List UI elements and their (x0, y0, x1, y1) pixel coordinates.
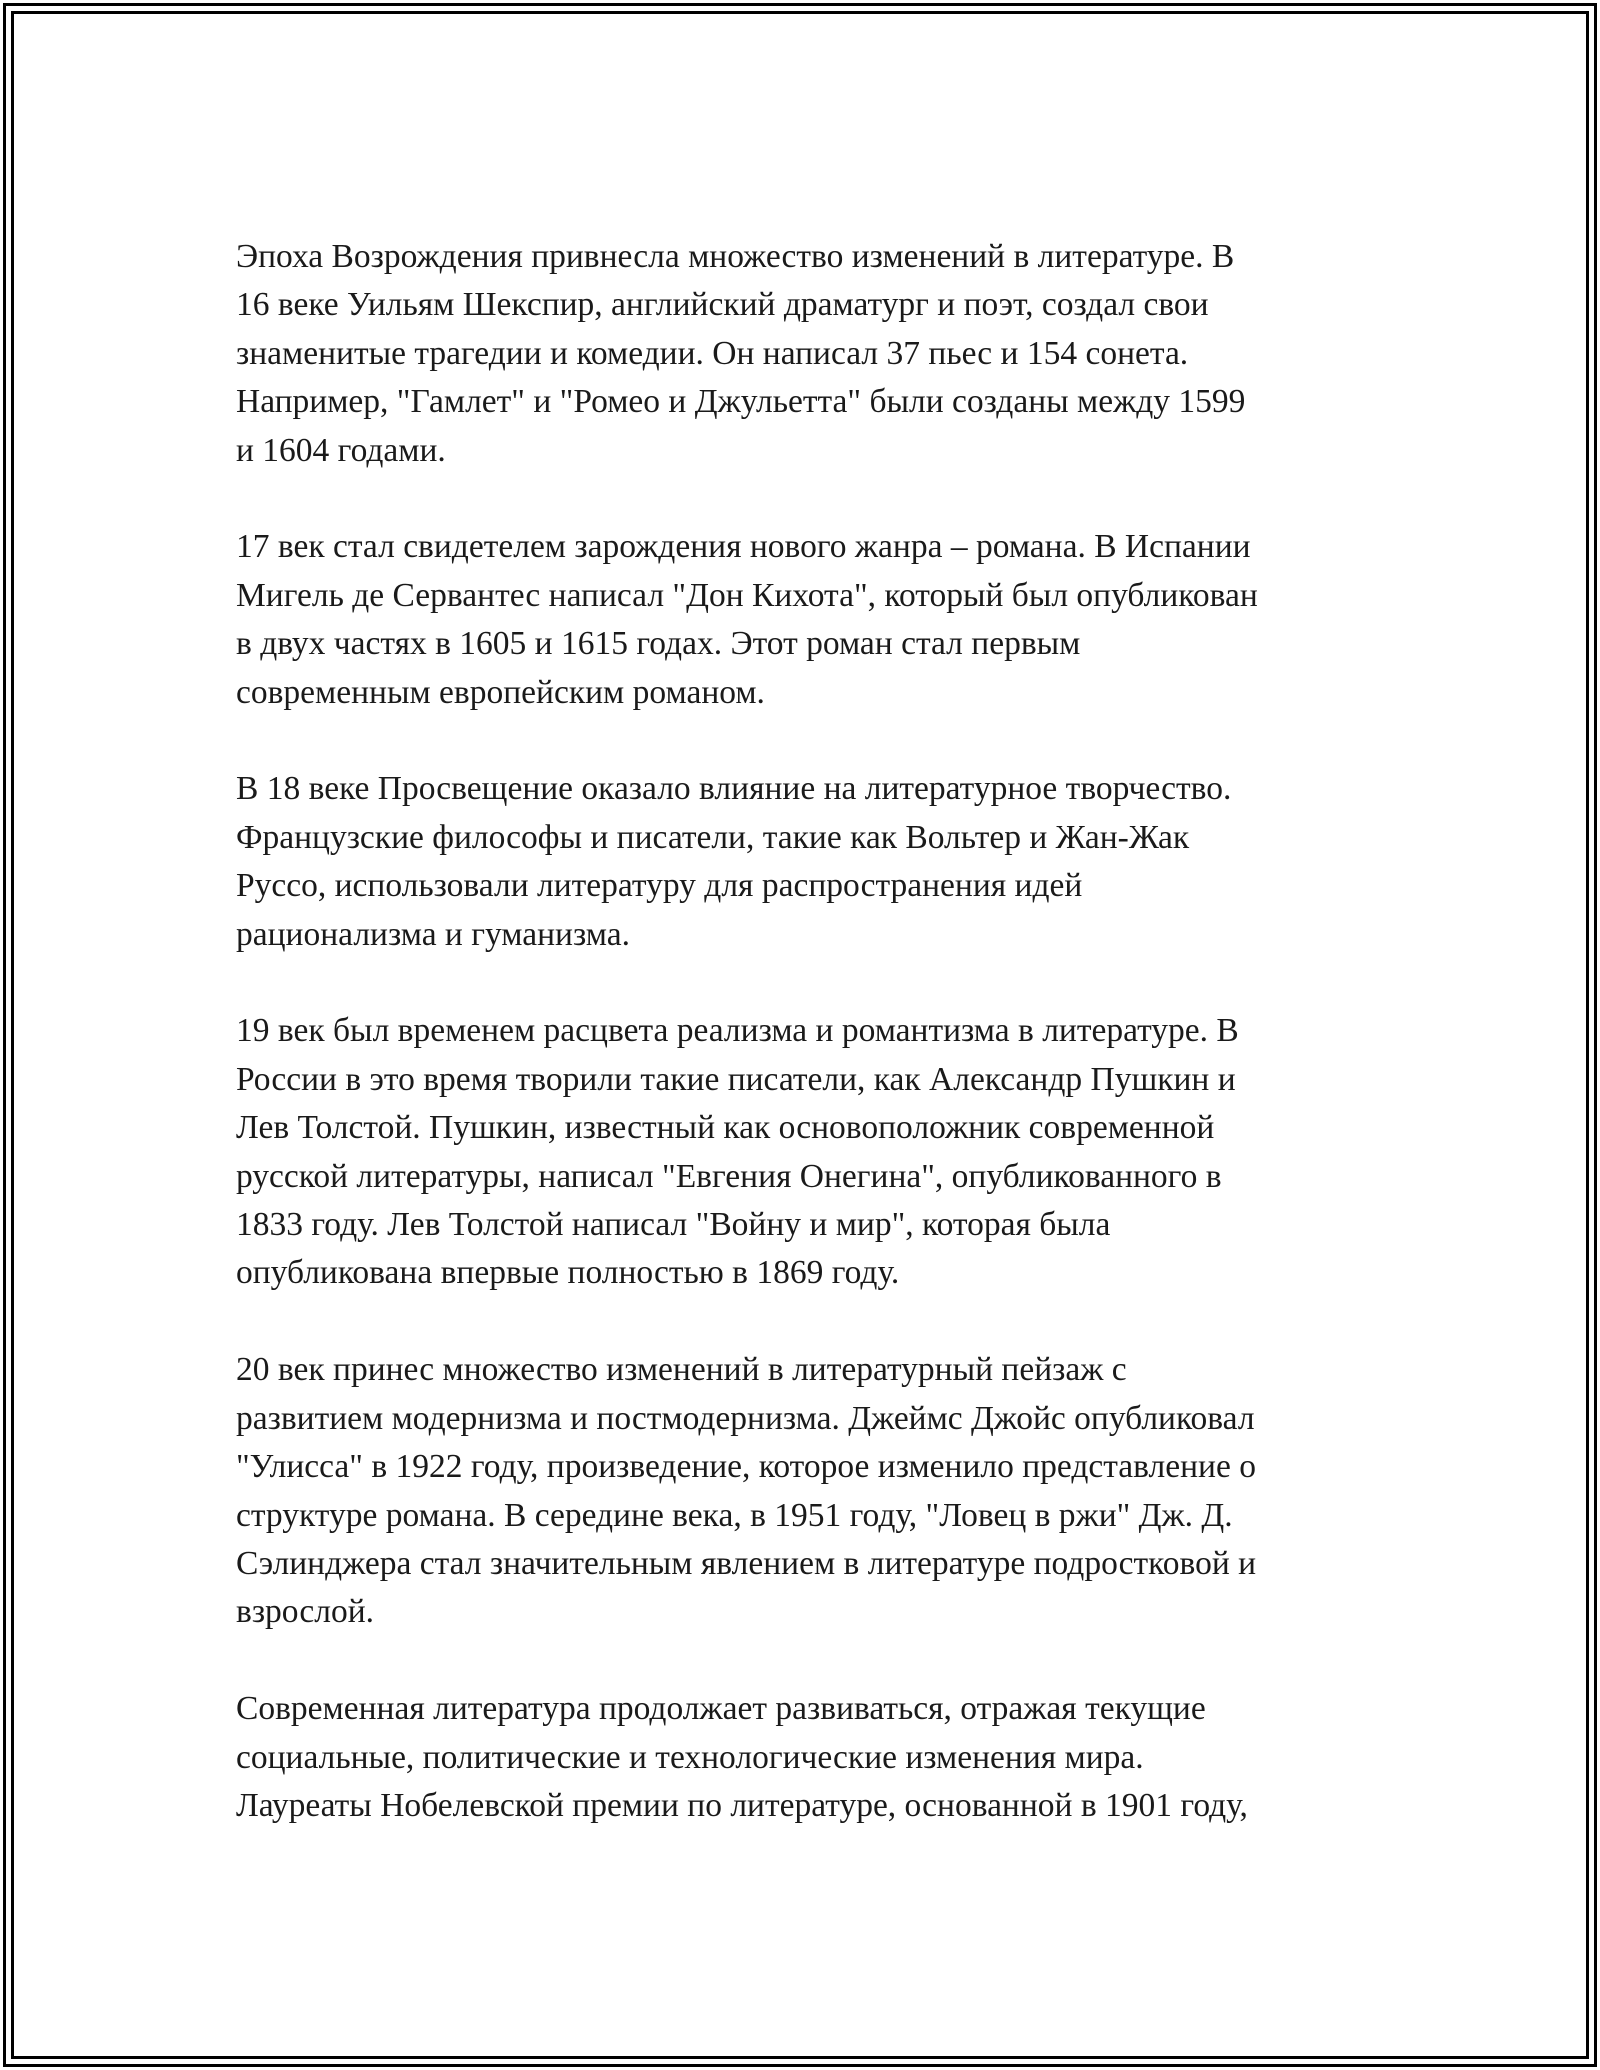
text-line: опубликована впервые полностью в 1869 году. (236, 1254, 900, 1292)
text-line: Например, "Гамлет" и "Ромео и Джульетта" были созданы между 1599 (236, 383, 1246, 421)
text-line: 20 век принес множество изменений в литературный пейзаж с (236, 1351, 1127, 1389)
text-line: в двух частях в 1605 и 1615 годах. Этот роман стал первым (236, 625, 1081, 663)
paragraph-19th-century (236, 1007, 1376, 1297)
paragraph-contemporary (236, 1685, 1376, 1830)
text-line: 16 веке Уильям Шекспир, английский драматург и поэт, создал свои (236, 286, 1209, 324)
paragraph-renaissance (236, 233, 1376, 475)
paragraph-17th-century (236, 523, 1376, 717)
text-line: Современная литература продолжает развиваться, отражая текущие (236, 1690, 1206, 1728)
text-line: рационализма и гуманизма. (236, 915, 630, 953)
text-line: В 18 веке Просвещение оказало влияние на литературное творчество. (236, 770, 1232, 808)
paragraph-18th-century (236, 765, 1376, 959)
text-line: структуре романа. В середине века, в 1951 году, "Ловец в ржи" Дж. Д. (236, 1496, 1233, 1534)
text-line: и 1604 годами. (236, 431, 446, 469)
text-line: Сэлинджера стал значительным явлением в литературе подростковой и (236, 1544, 1257, 1582)
text-line: Мигель де Сервантес написал "Дон Кихота", который был опубликован (236, 576, 1258, 614)
text-line: знаменитые трагедии и комедии. Он написал 37 пьес и 154 сонета. (236, 334, 1189, 372)
text-line: России в это время творили такие писатели, как Александр Пушкин и (236, 1060, 1236, 1098)
paragraph-20th-century (236, 1346, 1376, 1636)
text-line: 19 век был временем расцвета реализма и романтизма в литературе. В (236, 1012, 1239, 1050)
document-body (236, 233, 1376, 1879)
text-line: 17 век стал свидетелем зарождения нового жанра – романа. В Испании (236, 528, 1251, 566)
text-line: "Улисса" в 1922 году, произведение, которое изменило представление о (236, 1448, 1256, 1486)
text-line: 1833 году. Лев Толстой написал "Войну и мир", которая была (236, 1206, 1111, 1244)
text-line: Руссо, использовали литературу для распространения идей (236, 867, 1083, 905)
text-line: взрослой. (236, 1593, 375, 1631)
text-line: Лев Толстой. Пушкин, известный как основоположник современной (236, 1109, 1215, 1147)
text-line: Эпоха Возрождения привнесла множество изменений в литературе. В (236, 238, 1235, 275)
text-line: современным европейским романом. (236, 673, 765, 711)
text-line: Лауреаты Нобелевской премии по литературе, основанной в 1901 году, (236, 1786, 1248, 1824)
text-line: русской литературы, написал "Евгения Онегина", опубликованного в (236, 1157, 1222, 1195)
text-line: Французские философы и писатели, такие как Вольтер и Жан-Жак (236, 818, 1190, 856)
text-line: социальные, политические и технологические изменения мира. (236, 1738, 1144, 1776)
text-line: развитием модернизма и постмодернизма. Джеймс Джойс опубликовал (236, 1399, 1255, 1437)
